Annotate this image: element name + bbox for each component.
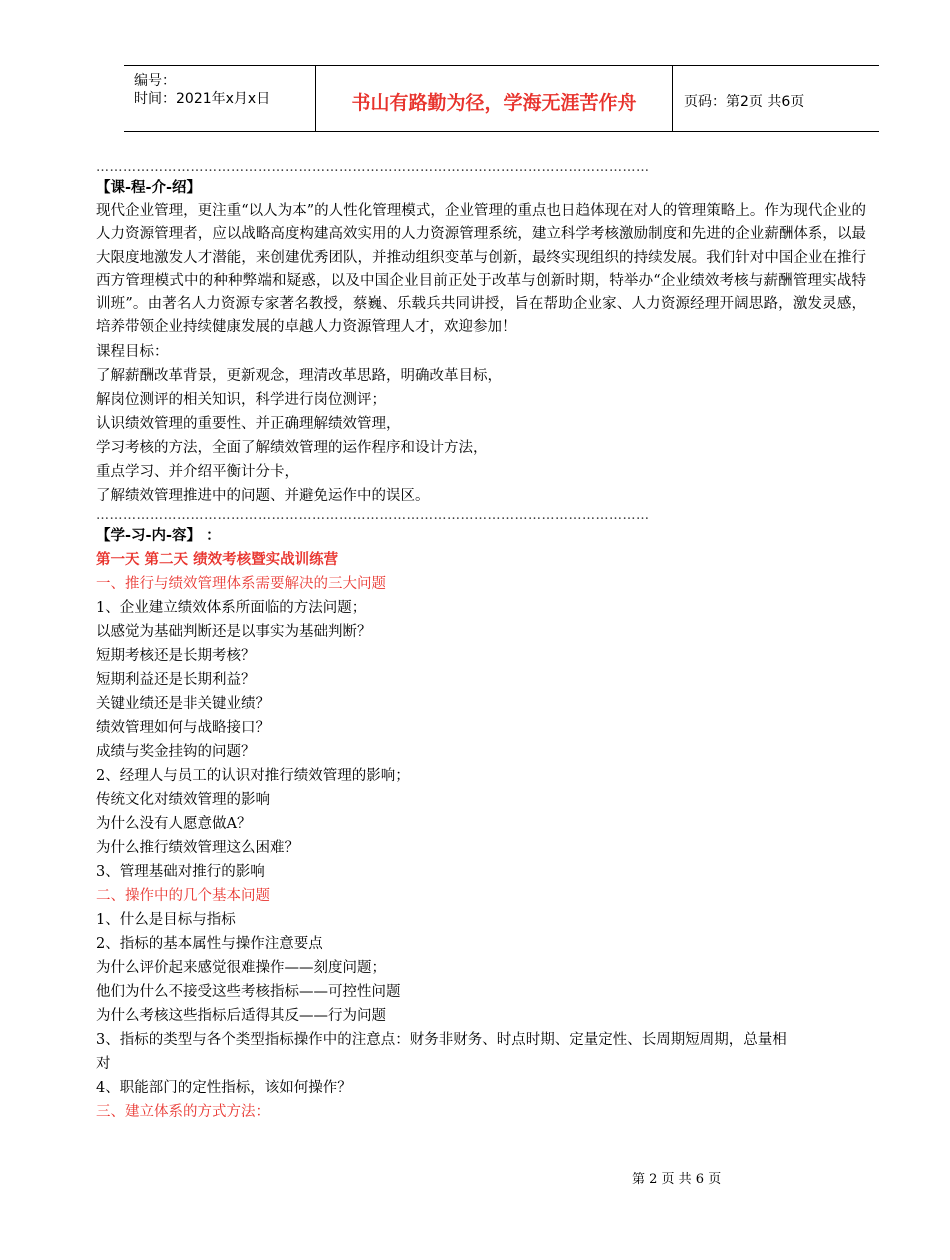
section-2-line: 1、什么是目标与指标: [96, 911, 236, 928]
page-footer: 第 2 页 共 6 页: [632, 1172, 722, 1187]
dotted-divider: ……………………………………………………………………………………………………………: [96, 160, 650, 175]
header-motto-cell: [315, 66, 673, 131]
section-1-line: 绩效管理如何与战略接口？: [96, 719, 270, 736]
goal-item: 学习考核的方法，全面了解绩效管理的运作程序和设计方法，: [96, 439, 488, 456]
header-page-cell: [672, 66, 879, 131]
goal-item: 解岗位测评的相关知识，科学进行岗位测评；: [96, 391, 386, 408]
section-1-line: 成绩与奖金挂钩的问题？: [96, 743, 256, 760]
serial-number-label: 编号：: [134, 73, 176, 89]
section-1-line: 3、管理基础对推行的影响: [96, 863, 265, 880]
section-1-line: 传统文化对绩效管理的影响: [96, 791, 270, 808]
motto-text: 书山有路勤为径，学海无涯苦作舟: [351, 92, 637, 114]
section-1-line: 1、企业建立绩效体系所面临的方法问题；: [96, 599, 367, 616]
section-2-item4: 4、职能部门的定性指标，该如何操作？: [96, 1079, 352, 1096]
goal-item: 了解薪酬改革背景，更新观念，理清改革思路，明确改革目标，: [96, 367, 502, 384]
document-header: [124, 65, 879, 132]
section-1-line: 2、经理人与员工的认识对推行绩效管理的影响；: [96, 767, 410, 784]
dotted-divider: ……………………………………………………………………………………………………………: [96, 507, 650, 523]
section-2-line: 2、指标的基本属性与操作注意要点: [96, 935, 323, 952]
goal-item: 了解绩效管理推进中的问题、并避免运作中的误区。: [96, 487, 430, 504]
section-2-item3-line2: 对: [96, 1055, 111, 1072]
section-1-line: 关键业绩还是非关键业绩？: [96, 695, 270, 712]
section-2-item3-line1: 3、指标的类型与各个类型指标操作中的注意点：财务非财务、时点时期、定量定性、长周期短周期，总量相: [96, 1031, 787, 1048]
section-1-line: 以感觉为基础判断还是以事实为基础判断？: [96, 623, 372, 640]
section-1-title: 一、推行与绩效管理体系需要解决的三大问题: [96, 575, 386, 592]
document-body: [96, 160, 876, 1124]
section-1-line: 为什么没有人愿意做A？: [96, 815, 252, 832]
goals-title: 课程目标：: [96, 343, 169, 360]
goal-item: 认识绩效管理的重要性、并正确理解绩效管理，: [96, 415, 401, 432]
page-number-label: 页码：第2页 共6页: [684, 94, 805, 110]
section-1-line: 为什么推行绩效管理这么困难？: [96, 839, 299, 856]
intro-paragraph: 现代企业管理，更注重“以人为本”的人性化管理模式，企业管理的重点也日趋体现在对人的管理策略上。作为现代企业的人力资源管理者，应以战略高度构建高效实用的人力资源管理系统，建立科学考核激励制度和先进的企业薪酬体系，以最大限度地激发人才潜能，来创建优秀团队，并推动组织变革与创新，最终实现组织的持续发展。我们针对中国企业在推行西方管理模式中的种种弊端和疑惑，以及中国企业目前正处于改革与创新时期，特举办“企业绩效考核与薪酬管理实战特训班”。由著名人力资源专家著名教授，蔡巍、乐载兵共同讲授，旨在帮助企业家、人力资源经理开阔思路，激发灵感，培养带领企业持续健康发展的卓越人力资源管理人才，欢迎参加！: [96, 203, 866, 336]
section-1-line: 短期考核还是长期考核？: [96, 647, 256, 664]
section-2-line: 为什么考核这些指标后适得其反——行为问题: [96, 1007, 386, 1024]
header-meta-cell: [124, 66, 314, 131]
section-2-line: 为什么评价起来感觉很难操作——刻度问题；: [96, 959, 386, 976]
section-1-line: 短期利益还是长期利益？: [96, 671, 256, 688]
date-label: 时间：2021年x月x日: [134, 91, 271, 107]
goal-item: 重点学习、并介绍平衡计分卡，: [96, 463, 299, 480]
section-3-title: 三、建立体系的方式方法：: [96, 1103, 270, 1120]
day-title: 第一天 第二天 绩效考核暨实战训练营: [96, 551, 339, 568]
intro-heading: 【课-程-介-绍】: [96, 180, 202, 196]
section-2-line: 他们为什么不接受这些考核指标——可控性问题: [96, 983, 401, 1000]
learning-heading: 【学-习-内-容】 ：: [96, 527, 221, 544]
section-2-title: 二、操作中的几个基本问题: [96, 887, 270, 904]
